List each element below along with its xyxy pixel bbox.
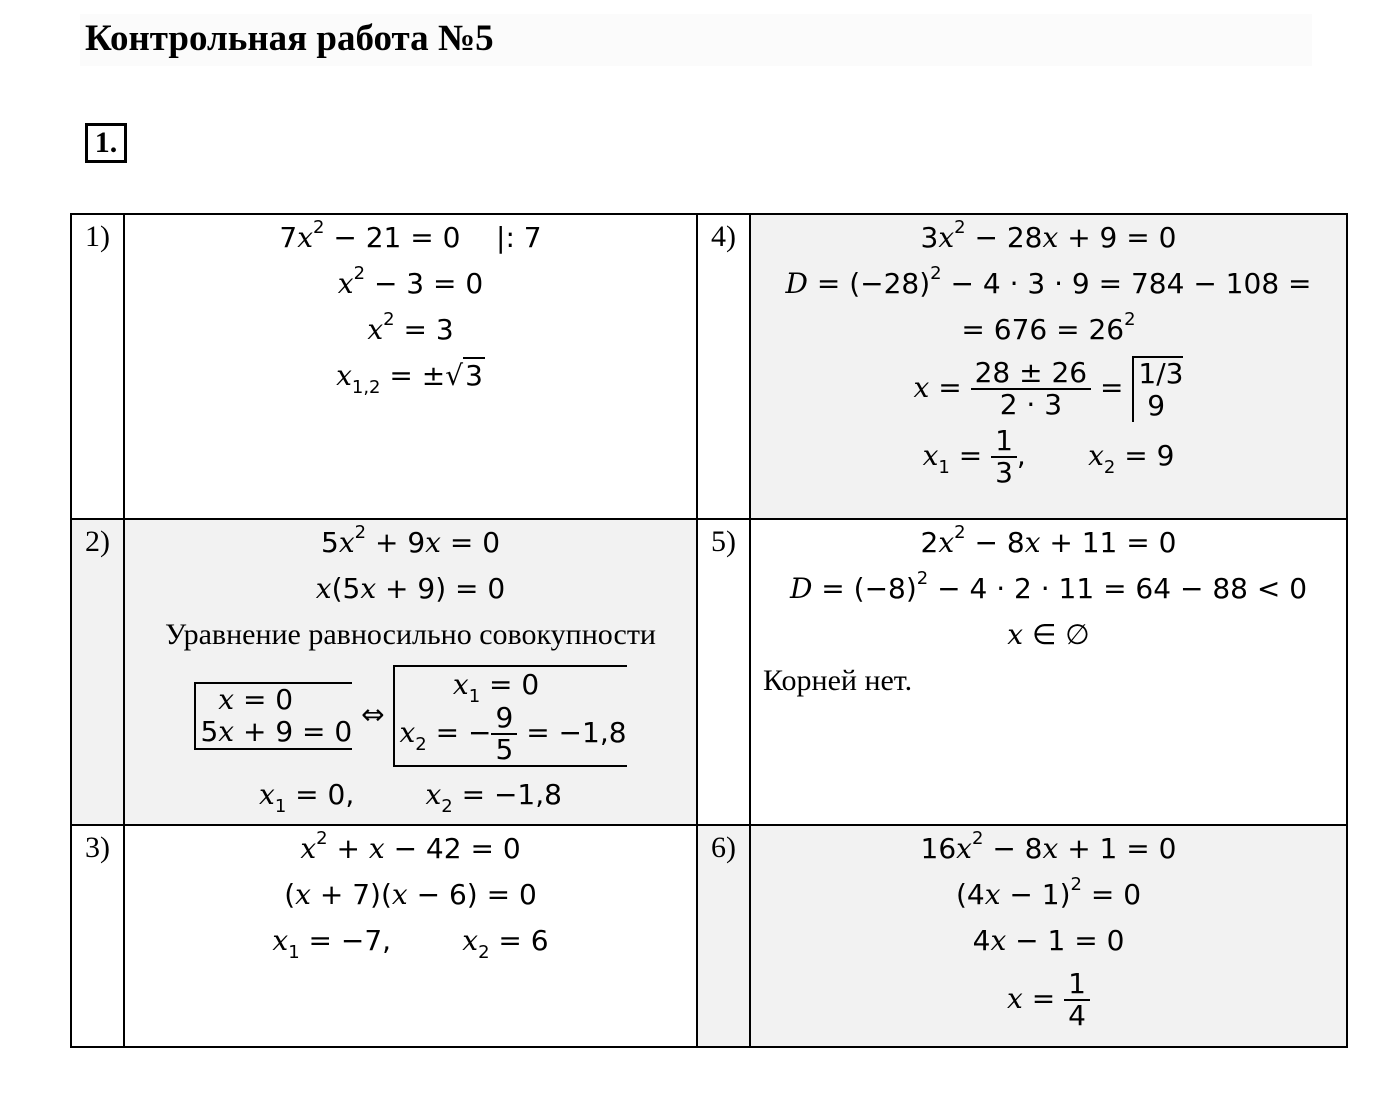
equation-line: x = $\frac{28 \pm 26}{2 \cdot 3}$ = 1/3 9 [913,356,1184,422]
equation-line: (x + 7)(x − 6) = 0 [284,878,537,911]
equation-line: $2x^2 - 8x + 11 = 0$ [920,522,1177,559]
solution-4 [750,214,1347,519]
solutions-table [70,213,1348,1048]
equation-line: 4x − 1 = 0 [972,924,1125,957]
equation-line: x(5x + 9) = 0 [315,572,506,605]
equation-line: $16x^2 - 8x + 1 = 0$ [920,828,1177,865]
equation-line: $x^2 + x - 42 = 0$ [300,828,521,865]
problem-number-4: 4) [697,214,750,519]
equation-line: $7x^2 - 21 = 0$ |: 7 [279,217,542,254]
equivalence-note: Уравнение равносильно совокупности [164,618,656,651]
solution-2 [124,519,697,825]
equation-line: = $676 = 26^2$ [961,309,1136,346]
solution-6 [750,825,1347,1047]
problem-number-1: 1) [71,214,124,519]
no-roots-note: Корней нет. [763,664,913,697]
task-number-box: 1. [85,123,127,163]
equation-line: x = $\frac{1}{4}$ [751,964,1346,1034]
equation-line: $x_1 = -7$, $x_2 = 6$ [272,924,549,963]
equation-line: $(4x - 1)^2 = 0$ [955,874,1142,911]
equation-line: x = 0 5x + 9 = 0 ⇔ $x_1 = 0$ $x_2$ = − $\frac{9}{5}$ = −1,8 [125,658,696,772]
equation-line: $x^2 = 3$ [367,309,454,346]
problem-number-6: 6) [697,825,750,1047]
problem-number-3: 3) [71,825,124,1047]
equation-line: $x_1$ = $\frac{1}{3}$ , $x_2 = 9$ [922,424,1175,489]
equation-line: $5x^2 + 9x = 0$ [320,522,501,559]
equation-line: $D = (-8)^2 - 4 \cdot 2 \cdot 11 = 64 - 88 < 0$ [789,568,1308,605]
solution-1 [124,214,697,519]
solution-5 [750,519,1347,825]
problem-number-2: 2) [71,519,124,825]
page-title: Контрольная работа №5 [85,18,494,59]
equation-line: $D = (-28)^2 - 4 \cdot 3 \cdot 9 = 784 - 108$ = [785,263,1312,300]
problem-number-5: 5) [697,519,750,825]
solution-3 [124,825,697,1047]
equation-line: x ∈ ∅ [1007,618,1090,651]
equation-line: $3x^2 - 28x + 9 = 0$ [920,217,1177,254]
equation-line: $x_{1,2} = \pm√3$ [336,359,483,398]
equation-line: $x_1 = 0$, $x_2 = -1,8$ [259,778,562,817]
equation-line: $x^2 - 3 = 0$ [337,263,484,300]
